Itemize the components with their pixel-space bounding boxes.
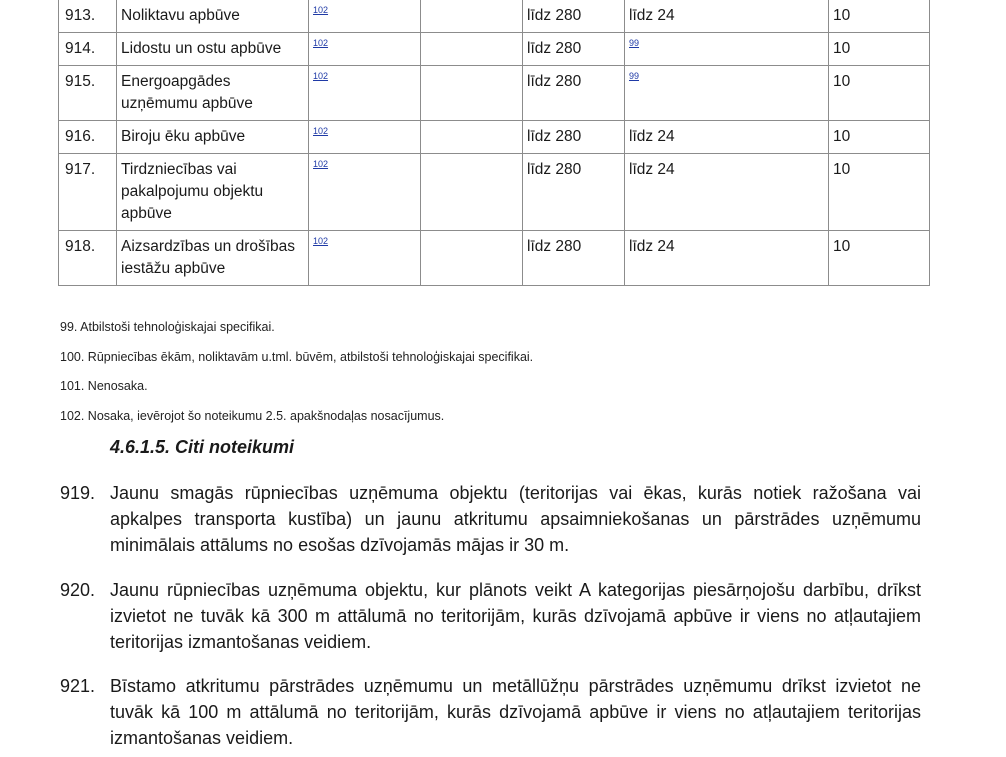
paragraph-920 <box>60 577 921 655</box>
row-name: Noliktavu apbūve <box>117 0 309 33</box>
section-heading: 4.6.1.5. Citi noteikumi <box>110 437 295 457</box>
row-storeys: līdz 24 <box>625 121 829 154</box>
row-storeys <box>625 33 829 66</box>
row-value: 10 <box>829 231 930 286</box>
row-value: 10 <box>829 121 930 154</box>
paragraph-number: 919. <box>60 483 96 503</box>
row-number: 914. <box>59 33 117 66</box>
empty-cell <box>421 154 523 231</box>
empty-cell <box>421 121 523 154</box>
paragraph-text: Bīstamo atkritumu pārstrādes uzņēmumu un metāllūžņu pārstrādes uzņēmumu drīkst izvietot ne tuvāk kā 100 m attālumā no teritorijām, kurās dzīvojamā apbūve ir viens no atļautajiem teritorijas izmantošanas veidiem. <box>110 676 921 748</box>
row-storeys: līdz 24 <box>625 231 829 286</box>
paragraph-number: 920. <box>60 580 96 600</box>
footnote-link[interactable]: 102 <box>313 38 329 48</box>
row-value: 10 <box>829 33 930 66</box>
row-value: 10 <box>829 154 930 231</box>
empty-cell <box>421 33 523 66</box>
row-ref <box>309 33 421 66</box>
row-height: līdz 280 <box>523 154 625 231</box>
row-ref <box>309 121 421 154</box>
row-name: Aizsardzības un drošības iestāžu apbūve <box>117 231 309 286</box>
paragraph-number: 921. <box>60 676 96 696</box>
table-row <box>59 154 930 231</box>
row-name: Biroju ēku apbūve <box>117 121 309 154</box>
row-name: Tirdzniecības vai pakalpojumu objektu apbūve <box>117 154 309 231</box>
row-ref <box>309 0 421 33</box>
row-name: Energoapgādes uzņēmumu apbūve <box>117 66 309 121</box>
row-height: līdz 280 <box>523 66 625 121</box>
footnote-link[interactable]: 102 <box>313 5 329 15</box>
row-storeys <box>625 66 829 121</box>
footnote-link[interactable]: 99 <box>629 38 640 48</box>
paragraph-919 <box>60 480 921 558</box>
row-number: 916. <box>59 121 117 154</box>
footnotes <box>60 319 533 437</box>
regulation-table <box>58 0 930 286</box>
footnote-102: 102. Nosaka, ievērojot šo noteikumu 2.5. apakšnodaļas nosacījumus. <box>60 408 445 423</box>
empty-cell <box>421 231 523 286</box>
footnote-link[interactable]: 102 <box>313 236 329 246</box>
row-number: 915. <box>59 66 117 121</box>
footnote-101: 101. Nenosaka. <box>60 379 148 393</box>
footnote-link[interactable]: 102 <box>313 71 329 81</box>
row-ref <box>309 231 421 286</box>
footnote-link[interactable]: 102 <box>313 126 329 136</box>
table-row <box>59 33 930 66</box>
footnote-100: 100. Rūpniecības ēkām, noliktavām u.tml. būvēm, atbilstoši tehnoloģiskajai specifikai. <box>60 349 534 364</box>
paragraph-921 <box>60 673 921 751</box>
row-height: līdz 280 <box>523 121 625 154</box>
empty-cell <box>421 66 523 121</box>
table-row <box>59 231 930 286</box>
table-row <box>59 66 930 121</box>
row-storeys: līdz 24 <box>625 154 829 231</box>
table-row <box>59 0 930 33</box>
footnote-link[interactable]: 99 <box>629 71 640 81</box>
row-value: 10 <box>829 66 930 121</box>
row-ref <box>309 154 421 231</box>
row-number: 913. <box>59 0 117 33</box>
empty-cell <box>421 0 523 33</box>
row-number: 918. <box>59 231 117 286</box>
footnote-link[interactable]: 102 <box>313 159 329 169</box>
row-value: 10 <box>829 0 930 33</box>
row-storeys: līdz 24 <box>625 0 829 33</box>
table-row <box>59 121 930 154</box>
footnote-99: 99. Atbilstoši tehnoloģiskajai specifikai. <box>60 320 275 334</box>
row-number: 917. <box>59 154 117 231</box>
row-height: līdz 280 <box>523 33 625 66</box>
row-name: Lidostu un ostu apbūve <box>117 33 309 66</box>
row-height: līdz 280 <box>523 231 625 286</box>
row-height: līdz 280 <box>523 0 625 33</box>
paragraph-text: Jaunu smagās rūpniecības uzņēmuma objektu (teritorijas vai ēkas, kurās notiek ražošana vai apkalpes transporta kustība) un jaunu atkritumu apsaimniekošanas un pārstrādes uzņēmumu minimālais attālums no esošas dzīvojamās mājas ir 30 m. <box>110 483 921 555</box>
paragraph-text: Jaunu rūpniecības uzņēmuma objektu, kur plānots veikt A kategorijas piesārņojošu darbību, drīkst izvietot ne tuvāk kā 300 m attālumā no teritorijām, kurās dzīvojamā apbūve ir viens no atļautajiem teritorijas izmantošanas veidiem. <box>110 580 921 652</box>
row-ref <box>309 66 421 121</box>
